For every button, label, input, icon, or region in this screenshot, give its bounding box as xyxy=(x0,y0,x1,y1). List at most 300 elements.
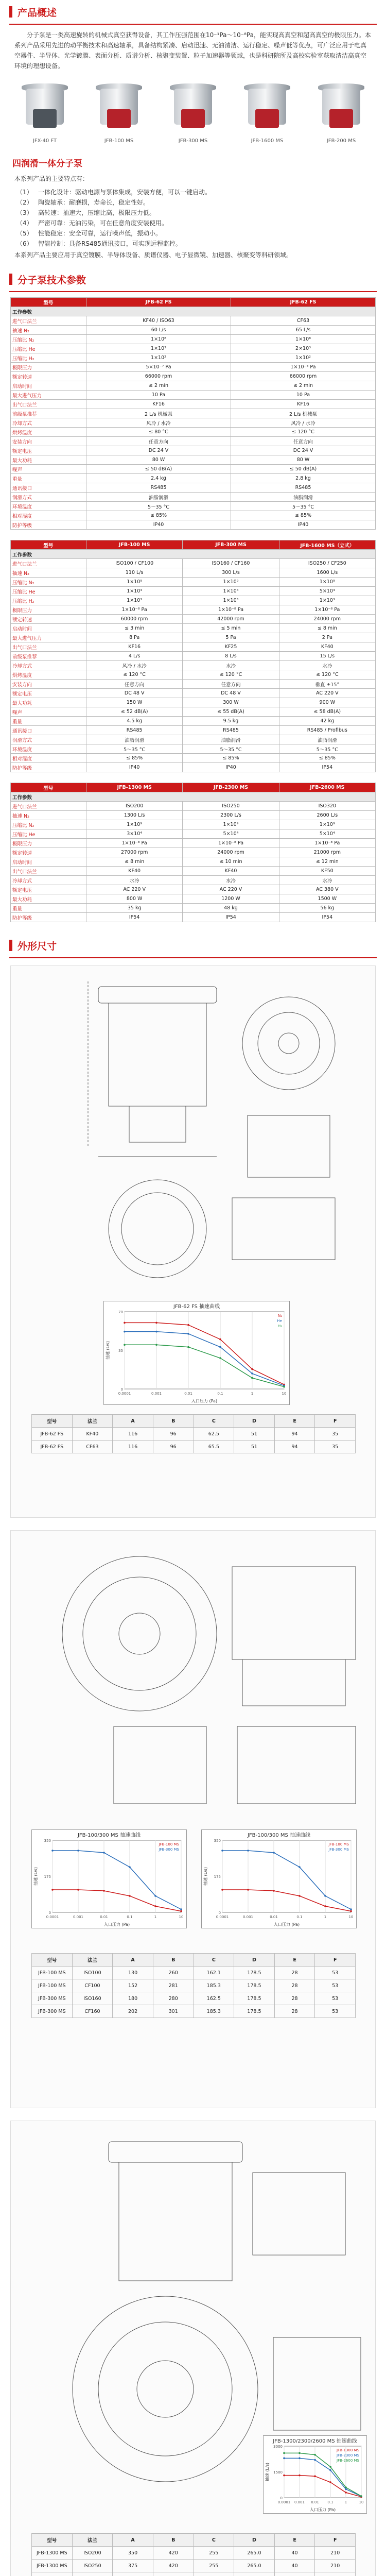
row-label: 重量 xyxy=(11,904,86,913)
table-cell: 66000 rpm xyxy=(231,372,376,381)
table-cell: 15 L/s xyxy=(279,652,375,661)
y-axis-label: 抽速 (L/s) xyxy=(203,1867,208,1886)
row-label: 最大进气压力 xyxy=(11,633,86,642)
data-point xyxy=(124,1344,126,1346)
column-header: 法兰 xyxy=(72,2534,113,2547)
table-cell: KF50 xyxy=(279,867,375,876)
table-row xyxy=(11,670,376,680)
table-cell: ISO160 xyxy=(72,1992,113,2005)
section-marker-icon xyxy=(9,940,12,951)
data-point xyxy=(51,1889,54,1891)
table-cell: 4.5 kg xyxy=(86,717,183,726)
table-cell: IP54 xyxy=(279,763,375,772)
row-label: 启动时间 xyxy=(11,624,86,633)
series-line xyxy=(284,2476,361,2497)
data-point xyxy=(329,2466,331,2468)
table-cell: AC 220 V xyxy=(183,885,279,894)
table-cell: 420 xyxy=(153,2547,194,2560)
table-cell: 5×10⁴ xyxy=(279,829,375,839)
table-cell: ISO320 xyxy=(279,802,375,811)
column-header: C xyxy=(194,1415,234,1428)
row-label: 相对湿度 xyxy=(11,511,86,520)
column-header: F xyxy=(315,2534,356,2547)
row-label: 相对湿度 xyxy=(11,754,86,763)
x-tick-label: 0.001 xyxy=(151,1392,162,1396)
row-label: 最大进气压力 xyxy=(11,391,86,400)
table-row xyxy=(11,680,376,689)
table-cell: 800 W xyxy=(86,894,183,904)
x-tick-label: 0.0001 xyxy=(277,2500,291,2504)
table-cell: 420 xyxy=(153,2560,194,2572)
table-row xyxy=(11,894,376,904)
table-cell: 178.5 xyxy=(234,1979,275,1992)
drawing-block-2 xyxy=(10,1530,376,2108)
table-cell: 66000 rpm xyxy=(86,372,231,381)
x-tick-label: 1 xyxy=(251,1392,254,1396)
row-label: 冷却方式 xyxy=(11,661,86,670)
table-row xyxy=(11,428,376,437)
table-cell: 35 xyxy=(315,1440,356,1453)
column-header: JFB-62 FS xyxy=(86,298,231,307)
table-row xyxy=(11,372,376,381)
table-cell: ≤ 55 dB(A) xyxy=(183,707,279,717)
column-header: JFB-1600 MS（立式） xyxy=(279,540,375,550)
x-tick-label: 0.0001 xyxy=(118,1392,131,1396)
table-cell: IP40 xyxy=(86,520,231,530)
table-cell: 56 kg xyxy=(279,904,375,913)
data-point xyxy=(350,1908,352,1910)
column-header: 型号 xyxy=(32,2534,73,2547)
table-row xyxy=(11,493,376,502)
table-cell: ≤ 120 °C xyxy=(231,428,376,437)
table-cell: 油脂润滑 xyxy=(183,735,279,744)
table-cell: 风冷 / 水冷 xyxy=(86,661,183,670)
data-point xyxy=(219,1346,221,1348)
column-header: JFB-100 MS xyxy=(86,540,183,550)
table-row xyxy=(11,839,376,848)
table-cell: 375 xyxy=(113,2560,153,2572)
speed-chart-3 xyxy=(263,2435,367,2514)
x-tick-label: 0.0001 xyxy=(46,1915,59,1919)
table-cell: 28 xyxy=(274,2005,315,2018)
table-header-row xyxy=(11,540,376,550)
outline-drawing-1 xyxy=(11,966,375,1296)
table-cell: 65 L/s xyxy=(231,326,376,335)
table-row xyxy=(11,811,376,820)
legend-entry: JFB-2300 MS xyxy=(337,2453,359,2458)
table-cell: ≤ 3 min xyxy=(86,624,183,633)
chart-title: JFB-100/300 MS 抽速曲线 xyxy=(77,1833,141,1838)
data-point xyxy=(345,2486,347,2488)
row-label: 重量 xyxy=(11,717,86,726)
table-cell: 1×10⁹ xyxy=(279,820,375,829)
outline-drawing-2 xyxy=(11,1531,375,1819)
table-cell: 94 xyxy=(274,1440,315,1453)
table-cell: 96 xyxy=(153,1428,194,1440)
table-header-row xyxy=(32,1954,356,1967)
table-cell: 1×10⁴ xyxy=(183,587,279,596)
legend-entry: JFB-300 MS xyxy=(328,1848,349,1852)
data-point xyxy=(273,1890,275,1892)
table-cell: 51 xyxy=(234,1440,275,1453)
table-cell: ≤ 120 °C xyxy=(86,670,183,680)
row-label: 冷却方式 xyxy=(11,418,86,428)
table-group-row xyxy=(11,792,376,802)
table-cell: KF40 xyxy=(279,642,375,652)
table-cell: 28 xyxy=(274,1992,315,2005)
pump-image xyxy=(14,76,75,137)
y-axis-label: 抽速 (L/s) xyxy=(33,1867,38,1886)
legend-entry: N₂ xyxy=(277,1314,282,1318)
data-point xyxy=(283,2452,285,2454)
speed-chart-2 xyxy=(31,1829,187,1928)
table-row xyxy=(11,633,376,642)
pump-caption: JFB-100 MS xyxy=(104,138,134,144)
table-cell: 水冷 xyxy=(86,876,183,885)
data-point xyxy=(180,1908,182,1910)
column-header: 型号 xyxy=(32,1415,73,1428)
row-label: 出气口法兰 xyxy=(11,400,86,409)
table-cell xyxy=(72,2572,113,2576)
table-cell: 900 W xyxy=(279,698,375,707)
data-point xyxy=(180,1910,182,1912)
table-cell: KF40 xyxy=(72,1428,113,1440)
column-header: B xyxy=(153,2534,194,2547)
pump-card xyxy=(89,76,149,144)
table-cell: 5～35 °C xyxy=(231,502,376,511)
table-cell: CF100 xyxy=(72,1979,113,1992)
table-cell: ≤ 5 min xyxy=(183,624,279,633)
table-cell: 48 kg xyxy=(183,904,279,913)
x-axis-label: 入口压力 (Pa) xyxy=(191,1399,218,1403)
table-row xyxy=(32,1428,356,1440)
table-cell: 油脂润滑 xyxy=(86,735,183,744)
table-cell: 116 xyxy=(113,1428,153,1440)
series-line xyxy=(125,1323,284,1384)
table-cell: KF40 xyxy=(183,867,279,876)
table-cell: 130 xyxy=(113,1967,153,1979)
row-label: 通讯接口 xyxy=(11,726,86,735)
table-cell: 60 L/s xyxy=(86,326,231,335)
table-cell: 1×10⁻⁸ Pa xyxy=(86,605,183,615)
legend-entry: JFB-1300 MS xyxy=(337,2448,359,2452)
row-label: 进气口法兰 xyxy=(11,559,86,568)
plot-area xyxy=(125,1312,284,1389)
table-cell: 185.3 xyxy=(194,2005,234,2018)
table-cell: JFB-300 MS xyxy=(32,2005,73,2018)
table-row xyxy=(11,652,376,661)
table-cell: 53 xyxy=(315,1967,356,1979)
series-line xyxy=(52,1851,181,1909)
column-header: JFB-2300 MS xyxy=(183,783,279,792)
table-cell: 1×10⁹ xyxy=(183,578,279,587)
row-label: 进气口法兰 xyxy=(11,802,86,811)
table-row xyxy=(11,763,376,772)
pump-card xyxy=(14,76,75,144)
table-row xyxy=(32,2572,356,2576)
column-header: JFB-300 MS xyxy=(183,540,279,550)
table-cell: 180 xyxy=(113,1992,153,2005)
x-axis-label: 入口压力 (Pa) xyxy=(103,1922,130,1927)
y-axis-label: 抽速 (L/s) xyxy=(106,1341,110,1360)
table-cell: 10 Pa xyxy=(86,391,231,400)
row-label: 压缩比 N₂ xyxy=(11,578,86,587)
table-cell: 1×10⁻⁸ Pa xyxy=(183,605,279,615)
table-cell: 1200 W xyxy=(183,894,279,904)
table-cell: 1×10⁹ xyxy=(86,578,183,587)
legend-entry: JFB-100 MS xyxy=(328,1842,349,1846)
table-cell: KF25 xyxy=(183,642,279,652)
column-header: 型号 xyxy=(11,298,86,307)
row-label: 压缩比 He xyxy=(11,587,86,596)
data-point xyxy=(129,1895,131,1897)
column-header: E xyxy=(274,2534,315,2547)
table-cell: 5～35 °C xyxy=(86,744,183,754)
column-header: 法兰 xyxy=(72,1415,113,1428)
table-row xyxy=(11,483,376,493)
data-point xyxy=(314,2454,316,2456)
data-point xyxy=(299,2475,301,2477)
row-label: 出气口法兰 xyxy=(11,642,86,652)
pump-image xyxy=(89,76,149,137)
chart-title: JFB-100/300 MS 抽速曲线 xyxy=(247,1833,311,1838)
data-point xyxy=(251,1368,253,1370)
table-cell: 1500 W xyxy=(279,894,375,904)
table-cell: JFB-62 FS xyxy=(32,1428,73,1440)
table-cell: 350 xyxy=(113,2547,153,2560)
x-tick-label: 0.001 xyxy=(294,2500,305,2504)
x-tick-label: 0.001 xyxy=(73,1915,84,1919)
table-cell: IP40 xyxy=(183,763,279,772)
table-cell: 5×10⁴ xyxy=(279,587,375,596)
table-cell: 53 xyxy=(315,1979,356,1992)
chart-title: JFB-62 FS 抽速曲线 xyxy=(173,1304,220,1310)
x-tick-label: 1 xyxy=(344,2500,347,2504)
row-label: 压缩比 He xyxy=(11,344,86,353)
data-point xyxy=(221,1889,223,1891)
table-cell: ≤ 85% xyxy=(86,754,183,763)
table-row xyxy=(11,474,376,483)
table-cell: 301 xyxy=(153,2005,194,2018)
overview-intro: 分子泵是一类高速旋转的机械式真空获得设备，其工作压强范围在10⁻¹Pa～10⁻⁸Pa，能实现高真空和超高真空的极限压力。本系列产品采用先进的动平衡技术和高速轴承，具备结构紧凑、启动迅速、无油清洁、运行稳定、噪声低等优点，可广泛应用于电真空器件、半导体、光学镀膜、表面分析、质谱分析、核聚变装置、粒子加速器等领域，也是科研院所及高校实验室获取清洁高真空环境的理想设备。 xyxy=(14,31,371,70)
data-point xyxy=(77,1850,79,1852)
table-cell: 1×10⁻⁸ Pa xyxy=(279,605,375,615)
table-row xyxy=(11,867,376,876)
table-row xyxy=(11,624,376,633)
table-cell: ISO160 / CF160 xyxy=(183,559,279,568)
row-label: 额定电压 xyxy=(11,689,86,698)
table-cell: ≤ 85% xyxy=(183,754,279,763)
table-cell: 80 W xyxy=(231,455,376,465)
table-row xyxy=(11,661,376,670)
spec-header xyxy=(9,267,377,292)
table-cell: 1×10³ xyxy=(86,596,183,605)
legend-entry: JFB-2600 MS xyxy=(337,2459,359,2463)
table-cell: 280 xyxy=(153,1992,194,2005)
y-tick-label: 35 xyxy=(118,1349,123,1353)
table-row xyxy=(11,802,376,811)
table-cell: ≤ 2 min xyxy=(231,381,376,391)
row-label: 压缩比 N₂ xyxy=(11,335,86,344)
applications-text: 本系列产品主要应用于真空镀膜、半导体设备、质谱仪器、电子显微镜、加速器、核聚变等科研领域。 xyxy=(14,251,293,259)
table-cell: ≤ 80 °C xyxy=(86,428,231,437)
table-cell: 5～35 °C xyxy=(183,744,279,754)
list-item: （2） 陶瓷轴承：耐磨损，寿命长，稳定性好。 xyxy=(16,199,150,206)
table-row xyxy=(32,1992,356,2005)
table-row xyxy=(11,400,376,409)
table-cell: 116 xyxy=(113,1440,153,1453)
legend-entry: He xyxy=(277,1319,282,1323)
x-tick-label: 1 xyxy=(154,1915,157,1919)
overview-header xyxy=(9,0,377,25)
table-row xyxy=(11,596,376,605)
table-cell: 152 xyxy=(113,1979,153,1992)
table-cell: KF16 xyxy=(86,400,231,409)
table-cell: CF63 xyxy=(231,316,376,326)
x-tick-label: 0.01 xyxy=(100,1915,108,1919)
column-header: A xyxy=(113,2534,153,2547)
table-cell: 2 L/s 机械泵 xyxy=(86,409,231,418)
table-cell: 28 xyxy=(274,1967,315,1979)
pump-image xyxy=(311,76,372,137)
x-tick-label: 0.1 xyxy=(127,1915,133,1919)
data-point xyxy=(155,1322,157,1324)
row-label: 启动时间 xyxy=(11,857,86,867)
table-row xyxy=(11,335,376,344)
table-cell: ≤ 2 min xyxy=(86,381,231,391)
table-cell: IP54 xyxy=(279,913,375,922)
table-cell: 178.5 xyxy=(234,1967,275,1979)
table-row xyxy=(11,848,376,857)
table-cell: ≤ 12 min xyxy=(279,857,375,867)
table-header-row xyxy=(32,2534,356,2547)
table-cell: 2300 L/s xyxy=(183,811,279,820)
table-cell: AC 220 V xyxy=(279,689,375,698)
overview-title: 产品概述 xyxy=(17,7,57,19)
column-header: E xyxy=(274,1954,315,1967)
table-cell: 5～35 °C xyxy=(86,502,231,511)
table-row xyxy=(11,820,376,829)
table-cell: 风冷 / 水冷 xyxy=(86,418,231,428)
table-cell: 2.8 kg xyxy=(231,474,376,483)
table-cell: 162.5 xyxy=(194,1992,234,2005)
row-label: 出气口法兰 xyxy=(11,867,86,876)
legend-entry: JFB-300 MS xyxy=(159,1848,179,1852)
table-cell: 1×10⁹ xyxy=(279,578,375,587)
data-point xyxy=(219,1338,221,1341)
column-header: B xyxy=(153,1415,194,1428)
table-cell: ≤ 85% xyxy=(86,511,231,520)
table-cell: 风冷 / 水冷 xyxy=(231,418,376,428)
table-cell: JFB-62 FS xyxy=(32,1440,73,1453)
table-cell: ≤ 85% xyxy=(231,511,376,520)
table-cell: ISO250 / CF250 xyxy=(279,559,375,568)
table-cell: 5×10⁻⁷ Pa xyxy=(86,363,231,372)
y-tick-label: 175 xyxy=(44,1875,51,1879)
table-cell: 1×10³ xyxy=(279,596,375,605)
table-cell: KF16 xyxy=(231,400,376,409)
table-cell: 27000 rpm xyxy=(86,848,183,857)
table-cell: 2×10³ xyxy=(231,344,376,353)
legend-entry: JFB-100 MS xyxy=(159,1842,179,1846)
y-tick-label: 0 xyxy=(120,1387,123,1392)
data-point xyxy=(299,1866,301,1868)
spec-table-2 xyxy=(10,540,376,772)
row-label: 前级泵推荐 xyxy=(11,652,86,661)
table-cell: ≤ 50 dB(A) xyxy=(231,465,376,474)
table-cell: 150 W xyxy=(86,698,183,707)
row-label: 防护等级 xyxy=(11,520,86,530)
table-cell: 300 L/s xyxy=(183,568,279,578)
table-row xyxy=(11,511,376,520)
data-point xyxy=(299,2452,301,2454)
x-tick-label: 10 xyxy=(282,1392,287,1396)
row-label: 安装方向 xyxy=(11,680,86,689)
table-cell: JFB-300 MS xyxy=(32,1992,73,2005)
table-cell: 8 Pa xyxy=(86,633,183,642)
data-point xyxy=(187,1324,189,1326)
table-cell: 1×10² xyxy=(86,353,231,363)
table-row xyxy=(11,502,376,511)
table-group-row xyxy=(11,307,376,316)
table-cell: 260 xyxy=(153,1967,194,1979)
data-point xyxy=(247,1850,249,1852)
pump-card xyxy=(237,76,297,144)
row-label: 压缩比 He xyxy=(11,829,86,839)
drawing-block-3 xyxy=(10,2121,376,2576)
series-line xyxy=(222,1851,351,1909)
row-label: 冷却方式 xyxy=(11,876,86,885)
data-point xyxy=(103,1852,105,1854)
table-cell xyxy=(234,2572,275,2576)
table-row xyxy=(11,698,376,707)
data-point xyxy=(314,2476,316,2478)
data-point xyxy=(283,2475,285,2477)
spec-table-1 xyxy=(10,297,376,530)
table-cell: 1×10⁸ xyxy=(86,335,231,344)
table-cell: KF40 xyxy=(86,867,183,876)
table-row xyxy=(32,1440,356,1453)
table-row xyxy=(11,904,376,913)
column-header: C xyxy=(194,2534,234,2547)
y-tick-label: 0 xyxy=(218,1911,221,1915)
table-cell: 28 xyxy=(274,1979,315,1992)
row-label: 烘烤温度 xyxy=(11,428,86,437)
y-tick-label: 1500 xyxy=(273,2470,283,2475)
pump-caption: JFX-40 FT xyxy=(32,138,57,144)
table-cell: 2 Pa xyxy=(279,633,375,642)
data-point xyxy=(155,1331,157,1333)
data-point xyxy=(247,1889,249,1891)
table-cell: 4 L/s xyxy=(86,652,183,661)
column-header: A xyxy=(113,1415,153,1428)
table-cell: 1×10⁴ xyxy=(86,587,183,596)
column-header: JFB-62 FS xyxy=(231,298,376,307)
x-tick-label: 0.1 xyxy=(327,2500,334,2504)
x-tick-label: 0.1 xyxy=(296,1915,303,1919)
row-label: 前级泵推荐 xyxy=(11,409,86,418)
table-cell: RS485 xyxy=(231,483,376,493)
pump-caption: JFB-300 MS xyxy=(178,138,208,144)
table-cell: 1×10⁻⁸ Pa xyxy=(86,839,183,848)
feature-list xyxy=(16,187,370,249)
row-label: 最大功耗 xyxy=(11,455,86,465)
x-tick-label: 0.01 xyxy=(184,1392,192,1396)
table-cell: 任意方向 xyxy=(86,437,231,446)
table-cell: 185.3 xyxy=(194,1979,234,1992)
data-point xyxy=(187,1333,189,1335)
section-marker-icon xyxy=(9,274,12,285)
